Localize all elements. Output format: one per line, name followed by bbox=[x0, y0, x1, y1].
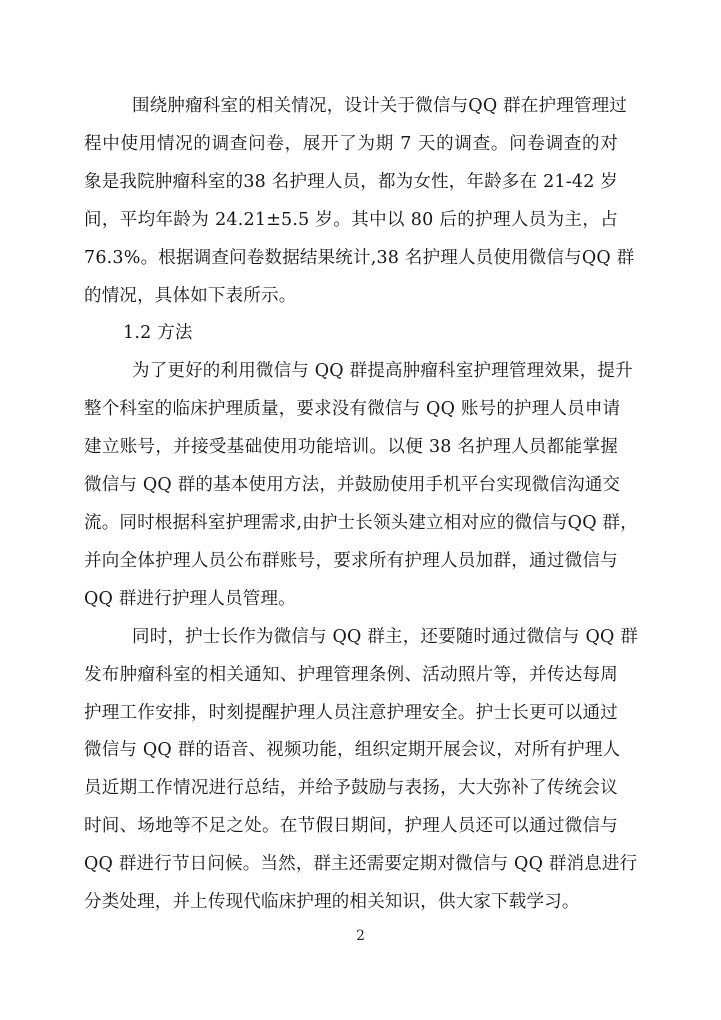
page-number: 2 bbox=[356, 928, 365, 944]
paragraph-2-line: QQ 群进行护理人员管理。 bbox=[84, 588, 296, 609]
paragraph-2-line: 微信与 QQ 群的基本使用方法，并鼓励使用手机平台实现微信沟通交 bbox=[84, 475, 621, 496]
section-heading-1-2: 1.2 方法 bbox=[123, 323, 193, 344]
paragraph-3-line: 分类处理，并上传现代临床护理的相关知识，供大家下载学习。 bbox=[84, 892, 580, 913]
paragraph-2-line: 整个科室的临床护理质量，要求没有微信与 QQ 账号的护理人员申请 bbox=[84, 399, 621, 420]
paragraph-1-line: 围绕肿瘤科室的相关情况，设计关于微信与QQ 群在护理管理过 bbox=[132, 96, 628, 116]
paragraph-1-line: 76.3%。根据调查问卷数据结果统计,38 名护理人员使用微信与QQ 群 bbox=[84, 247, 635, 268]
paragraph-3-line: 时间、场地等不足之处。在节假日期间，护理人员还可以通过微信与 bbox=[84, 816, 618, 837]
paragraph-3-line: 同时，护士长作为微信与 QQ 群主，还要随时通过微信与 QQ 群 bbox=[132, 626, 639, 647]
paragraph-3-line: 护理工作安排，时刻提醒护理人员注意护理安全。护士长更可以通过 bbox=[84, 702, 618, 723]
paragraph-2-line: 流。同时根据科室护理需求,由护士长领头建立相对应的微信与QQ 群， bbox=[84, 512, 638, 533]
paragraph-1-line: 程中使用情况的调查问卷，展开了为期 7 天的调查。问卷调查的对 bbox=[84, 133, 618, 154]
paragraph-2-line: 并向全体护理人员公布群账号，要求所有护理人员加群，通过微信与 bbox=[84, 550, 618, 571]
paragraph-3-line: 员近期工作情况进行总结，并给予鼓励与表扬，大大弥补了传统会议 bbox=[84, 778, 618, 799]
document-body bbox=[84, 88, 639, 922]
paragraph-1-line: 的情况，具体如下表所示。 bbox=[84, 285, 297, 306]
paragraph-1-line: 间，平均年龄为 24.21±5.5 岁。其中以 80 后的护理人员为主，占 bbox=[84, 209, 618, 230]
paragraph-1-line: 象是我院肿瘤科室的38 名护理人员，都为女性，年龄多在 21-42 岁 bbox=[84, 171, 618, 192]
paragraph-3-line: QQ 群进行节日问候。当然，群主还需要定期对微信与 QQ 群消息进行 bbox=[84, 854, 638, 875]
paragraph-3-line: 微信与 QQ 群的语音、视频功能，组织定期开展会议，对所有护理人 bbox=[84, 740, 621, 761]
paragraph-2-line: 建立账号，并接受基础使用功能培训。以便 38 名护理人员都能掌握 bbox=[84, 437, 618, 458]
paragraph-2-line: 为了更好的利用微信与 QQ 群提高肿瘤科室护理管理效果，提升 bbox=[132, 361, 633, 382]
paragraph-3-line: 发布肿瘤科室的相关通知、护理管理条例、活动照片等，并传达每周 bbox=[84, 664, 618, 685]
